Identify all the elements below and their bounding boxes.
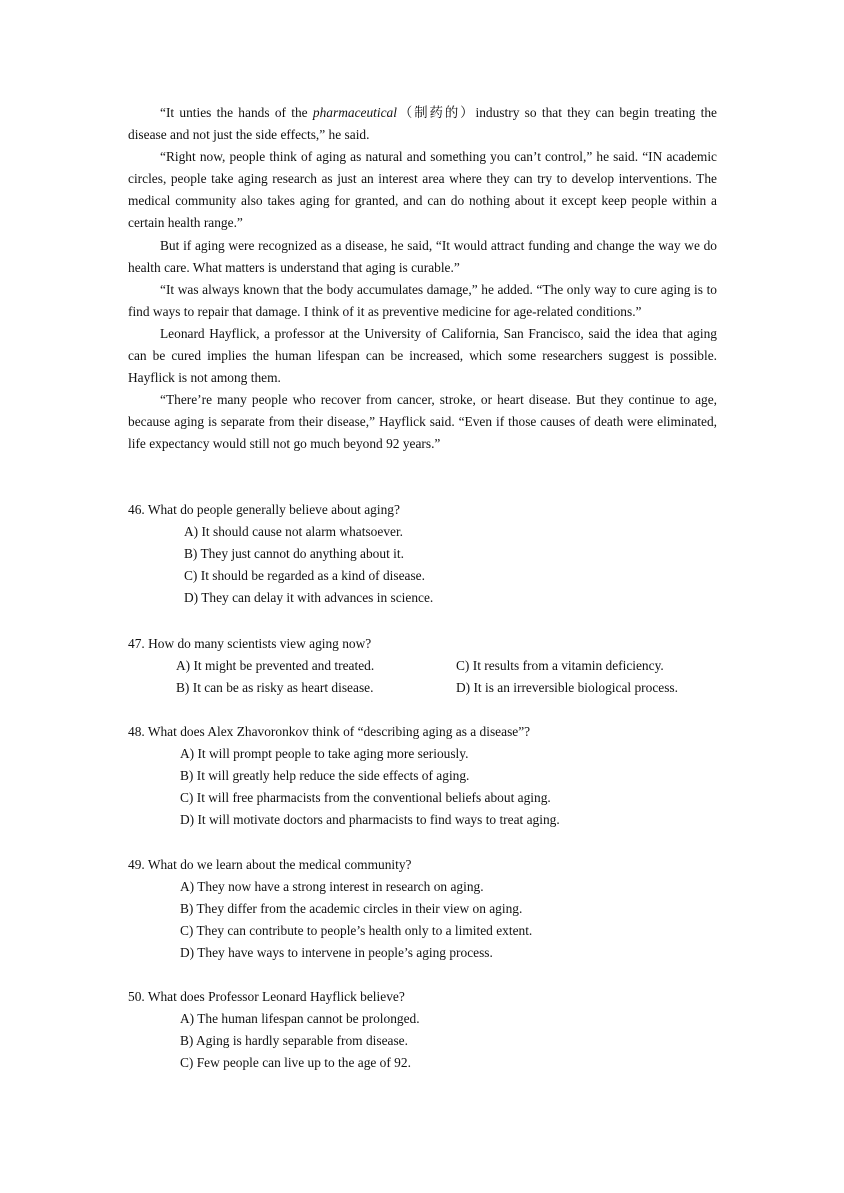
option-c: C) They can contribute to people’s health only to a limited extent.	[180, 923, 533, 939]
option-c: C) It should be regarded as a kind of disease.	[184, 568, 425, 584]
option-b: B) It will greatly help reduce the side effects of aging.	[180, 768, 470, 784]
question-50	[128, 986, 728, 1074]
option-a: A) They now have a strong interest in research on aging.	[180, 879, 484, 895]
question-stem: 48. What does Alex Zhavoronkov think of “describing aging as a disease”?	[128, 724, 531, 739]
option-c: C) Few people can live up to the age of 92.	[180, 1055, 411, 1071]
option-b: B) They just cannot do anything about it.	[184, 546, 404, 562]
question-stem: 47. How do many scientists view aging now?	[128, 636, 372, 651]
passage-paragraph-2: “Right now, people think of aging as natural and something you can’t control,” he said. “IN academic circles, people take aging research as just an interest area where they can try to develop interventions. The medical community also takes aging for granted, and can do nothing about it except keep people within a certain health range.”	[128, 149, 717, 231]
option-d: D) They have ways to intervene in people’s aging process.	[180, 945, 493, 961]
option-c: C) It results from a vitamin deficiency.	[456, 658, 664, 674]
passage-paragraph-1: “It unties the hands of the pharmaceutical（制药的）industry so that they can begin treating the disease and not just the side effects,” he said.	[128, 105, 717, 143]
option-d: D) They can delay it with advances in science.	[184, 590, 434, 606]
passage-paragraph-4: “It was always known that the body accumulates damage,” he added. “The only way to cure aging is to find ways to repair that damage. I think of it as preventive medicine for age-related conditions.”	[128, 281, 717, 319]
question-stem: 50. What does Professor Leonard Hayflick believe?	[128, 989, 405, 1004]
option-c: C) It will free pharmacists from the conventional beliefs about aging.	[180, 790, 551, 806]
option-b: B) They differ from the academic circles in their view on aging.	[180, 901, 523, 917]
option-row	[128, 655, 728, 677]
option-a: A) The human lifespan cannot be prolonged.	[180, 1011, 420, 1027]
question-46	[128, 499, 728, 609]
option-a: A) It will prompt people to take aging more seriously.	[180, 746, 469, 762]
passage-paragraph-3: But if aging were recognized as a disease, he said, “It would attract funding and change the way we do health care. What matters is understand that aging is curable.”	[128, 237, 717, 275]
option-b: B) It can be as risky as heart disease.	[176, 680, 374, 696]
italic-term: pharmaceutical	[312, 105, 397, 120]
question-stem: 49. What do we learn about the medical community?	[128, 857, 412, 872]
option-d: D) It will motivate doctors and pharmacists to find ways to treat aging.	[180, 812, 560, 828]
passage-paragraph-6: “There’re many people who recover from cancer, stroke, or heart disease. But they continue to age, because aging is separate from their disease,” Hayflick said. “Even if those causes of death were eliminated, life expectancy would still not go much beyond 92 years.”	[128, 392, 717, 452]
question-47	[128, 633, 728, 699]
question-stem: 46. What do people generally believe about aging?	[128, 502, 400, 517]
option-row	[128, 677, 728, 699]
option-d: D) It is an irreversible biological process.	[456, 680, 678, 696]
option-a: A) It might be prevented and treated.	[176, 658, 375, 674]
option-a: A) It should cause not alarm whatsoever.	[184, 524, 404, 540]
option-b: B) Aging is hardly separable from disease.	[180, 1033, 408, 1049]
question-49	[128, 854, 728, 964]
passage-paragraph-5: Leonard Hayflick, a professor at the University of California, San Francisco, said the idea that aging can be cured implies the human lifespan can be increased, which some researchers suggest is possible. Hayflick is not among them.	[128, 325, 717, 386]
reading-passage	[128, 102, 717, 456]
question-48	[128, 721, 728, 831]
